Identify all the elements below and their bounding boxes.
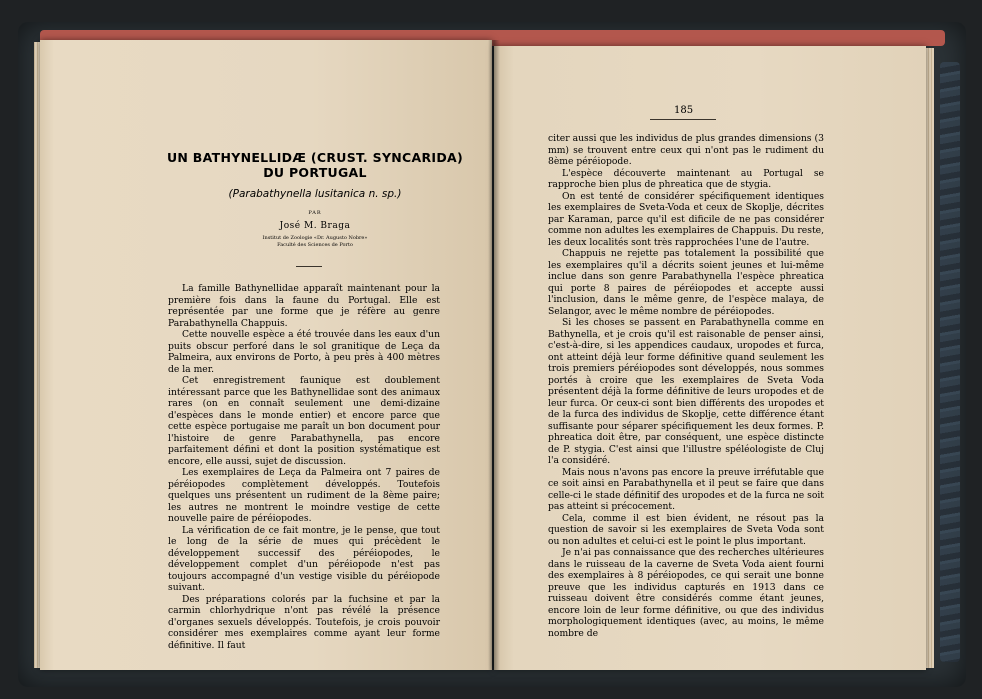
affiliation-line2: Faculté des Sciences de Porto: [277, 242, 353, 248]
left-page-body: [168, 283, 440, 651]
marbled-edge: [940, 62, 960, 662]
right-page-body: [548, 133, 824, 639]
article-title-line1: UN BATHYNELLIDÆ (CRUST. SYNCARIDA): [166, 150, 464, 165]
paragraph: La famille Bathynellidae apparaît maintenant pour la première fois dans la faune du Portugal. Elle est représentée par une forme que je réfère au genre Parabathynella Chappuis.: [168, 283, 440, 329]
paragraph: citer aussi que les individus de plus grandes dimensions (3 mm) se trouvent entre ceux qui n'ont pas le rudiment du 8ème péréiopode.: [548, 133, 824, 167]
paragraph: La vérification de ce fait montre, je le pense, que tout le long de la série de mues qui précèdent le développement successif des péréiopodes, le développement complet d'un péréiopode n'est pas toujours accompagné d'un vestige visible du péréiopode suivant.: [168, 524, 440, 593]
byline-par: PAR: [308, 210, 322, 216]
article-title-line2: DU PORTUGAL: [263, 165, 367, 180]
paragraph: Chappuis ne rejette pas totalement la possibilité que les exemplaires qu'il a décrits soient jeunes et lui-même inclue dans son genre Parabathynella l'espèce phreatica qui porte 8 paires de péréiopodes et accepte aussi l'inclusion, dans le même genre, de l'espèce malaya, de Selangor, avec le même nombre de péréiopodes.: [548, 248, 824, 317]
paragraph: Mais nous n'avons pas encore la preuve irréfutable que ce soit ainsi en Parabathynella et il peut se faire que dans celle-ci le stade définitif des uropodes et de la furca ne soit pas atteint si précocement.: [548, 466, 824, 512]
paragraph: On est tenté de considérer spécifiquement identiques les exemplaires de Sveta-Voda et ceux de Skoplje, décrites par Karaman, parce qu'il est dificile de ne pas considérer comme non adultes les exemplaires de Chappuis. Du reste, les deux localités sont très rapprochées l'une de l'autre.: [548, 190, 824, 248]
paragraph: Cet enregistrement faunique est doublement intéressant parce que les Bathynellidae sont des animaux rares (on en connaît seulement une demi-dizaine d'espèces dans le monde entier) et encore parce que cette espèce portugaise me paraît un bon document pour l'histoire de genre Parabathynella, pas encore parfaitement défini et dont la position systématique est encore, elle aussi, sujet de discussion.: [168, 375, 440, 467]
paragraph: Cette nouvelle espèce a été trouvée dans les eaux d'un puits obscur perforé dans le sol granitique de Leça da Palmeira, aux environs de Porto, à peu près à 400 mètres de la mer.: [168, 329, 440, 375]
article-subtitle: (Parabathynella lusitanica n. sp.): [228, 188, 402, 200]
paragraph: Je n'ai pas connaissance que des recherches ultérieures dans le ruisseau de la caverne de Sveta Voda aient fourni des exemplaires à 8 péréiopodes, ce qui serait une bonne preuve que les individus capturés en 1913 dans ce ruisseau doivent être considérés comme étant jeunes, encore loin de leur forme définitive, ou que des individus morphologiquement identiques (avec, au moins, le même nombre de: [548, 547, 824, 639]
paragraph: Cela, comme il est bien évident, ne résout pas la question de savoir si les exemplaires de Sveta Voda sont ou non adultes et celui-ci est le point le plus important.: [548, 512, 824, 547]
page-number: 185: [674, 105, 694, 116]
paragraph: Si les choses se passent en Parabathynella comme en Bathynella, et je crois qu'il est raisonable de penser ainsi, c'est-à-dire, si les appendices caudaux, uropodes et furca, ont atteint déjà leur forme définitive quand seulement les trois premiers péréiopodes sont développés, nous sommes portés à croire que les exemplaires de Sveta Voda présentent déjà la forme définitive de leurs uropodes et de leur furca. Or ceux-ci sont bien différents des uropodes et de la furca des individus de Skoplje, cette différence étant suffisante pour séparer spécifiquement les deux formes. P. phreatica doit être, par conséquent, une espèce distincte de P. stygia. C'est ainsi que l'illustre spéléologiste de Cluj l'a considéré.: [548, 317, 824, 466]
author-name: José M. Braga: [279, 221, 351, 231]
title-divider: [296, 266, 322, 267]
paragraph: Les exemplaires de Leça da Palmeira ont 7 paires de péréiopodes complètement développés. Toutefois quelques uns présentent un rudiment de la 8ème paire; les autres ne montrent le moindre vestige de cette nouvelle paire de péréiopodes.: [168, 467, 440, 524]
page-number-rule: [650, 119, 716, 120]
paragraph: Des préparations colorés par la fuchsine et par la carmin chlorhydrique n'ont pas révélé la présence d'organes sexuels développés. Toutefois, je crois pouvoir considérer mes exemplaires comme ayant leur forme définitive. Il faut: [168, 593, 440, 651]
paragraph: L'espèce découverte maintenant au Portugal se rapproche bien plus de phreatica que de stygia.: [548, 167, 824, 190]
affiliation-line1: Institut de Zoologie «Dr. Augusto Nobre»: [262, 235, 368, 241]
book-gutter: [488, 40, 500, 670]
